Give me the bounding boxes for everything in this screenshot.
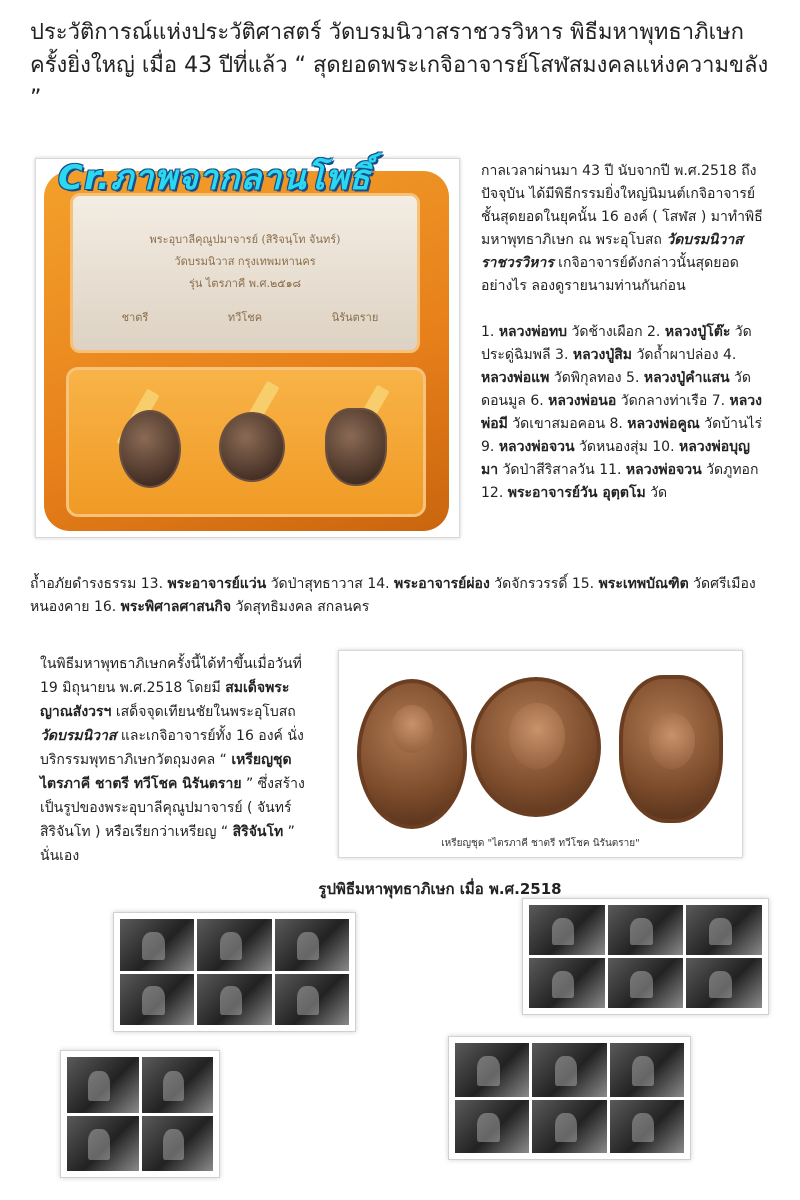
monk-name: หลวงพ่อจวน <box>625 462 702 478</box>
ceremony-photo <box>455 1043 529 1097</box>
ceremony-photo-collage <box>60 1050 220 1178</box>
ceremony-photo-collage <box>522 898 769 1015</box>
intro-text: กาลเวลาผ่านมา 43 ปี นับจากปี พ.ศ.2518 ถึงปัจจุบัน ได้มีพิธีกรรมยิ่งใหญ่นิมนต์เกจิอาจารย์ชั้นสุดยอดในยุคนั้น 16 องค์ ( โสฬส ) มาทำพิธีมหาพุทธาภิเษก ณ พระอุโบสถ <box>481 163 763 248</box>
amulet-case-photo <box>35 158 460 538</box>
ceremony-photo <box>67 1057 139 1113</box>
ceremony-photo-collage <box>113 912 356 1032</box>
medal-portrait <box>509 703 565 769</box>
shield-medal <box>619 675 723 823</box>
monk-name: พระอาจารย์ผ่อง <box>394 576 490 592</box>
ceremony-photo <box>610 1100 684 1154</box>
temple-name: วัดบรมนิวาสราชวรวิหาร <box>481 232 743 271</box>
ceremony-photo <box>142 1057 214 1113</box>
ceremony-photo <box>608 905 684 955</box>
ceremony-photo <box>532 1043 606 1097</box>
lid-text-line: รุ่น ไตรภาคี พ.ศ.๒๕๑๘ <box>188 277 302 290</box>
monk-name: หลวงพ่อจวน <box>498 439 575 455</box>
ceremony-photo <box>455 1100 529 1154</box>
medal-portrait <box>649 713 695 769</box>
monk-name: หลวงพ่อทบ <box>498 324 568 340</box>
round-medal <box>471 677 601 817</box>
photos-heading: รูปพิธีมหาพุทธาภิเษก เมื่อ พ.ศ.2518 <box>318 880 562 898</box>
lid-word: ทวีโชค <box>227 311 263 324</box>
ceremony-photo <box>275 974 349 1026</box>
lid-word: นิรันตราย <box>331 311 379 324</box>
medal-set-name: เหรียญชุดไตรภาคี ชาตรี ทวีโชค นิรันตราย <box>40 752 292 792</box>
temple-name: วัดบรมนิวาส <box>40 728 117 744</box>
monk-name: พระอาจารย์วัน อุตฺตโม <box>507 485 646 501</box>
medals-caption: เหรียญชุด "ไตรภาคี ชาตรี ทวีโชค นิรันตราย" <box>441 838 640 849</box>
ceremony-photo <box>529 958 605 1008</box>
monk-name: พระพิศาลศาสนกิจ <box>120 599 232 615</box>
monk-name: หลวงพ่อคูณ <box>627 416 700 432</box>
monk-name: หลวงปู่สิม <box>572 347 633 363</box>
monk-name: พระอาจารย์แว่น <box>167 576 267 592</box>
box-tray <box>66 367 426 517</box>
monk-name: พระเทพบัณฑิต <box>598 576 689 592</box>
monk-name: หลวงพ่อนอ <box>548 393 617 409</box>
ceremony-photo <box>532 1100 606 1154</box>
photo-credit: Cr.ภาพจากลานโพธิ์ <box>58 158 371 198</box>
monk-name: หลวงพ่อมี <box>481 393 763 432</box>
monk-name: หลวงพ่อแพ <box>481 370 550 386</box>
ceremony-photo <box>275 919 349 971</box>
ceremony-photo-collage <box>448 1036 691 1160</box>
ceremony-photo <box>142 1116 214 1172</box>
ceremony-photo <box>120 919 194 971</box>
box-lid <box>70 193 420 353</box>
medal <box>325 408 387 486</box>
ceremony-photo <box>610 1043 684 1097</box>
amulet-box <box>44 171 449 531</box>
lid-word: ชาตรี <box>121 311 149 324</box>
medal <box>119 410 181 488</box>
ceremony-photo <box>67 1116 139 1172</box>
lid-text-line: พระอุบาลีคุณูปมาจารย์ (สิริจนฺโท จันทร์) <box>149 233 341 246</box>
monk-name: หลวงปู่คำแสน <box>643 370 730 386</box>
medal-portrait <box>391 705 433 753</box>
page-title: ประวัติการณ์แห่งประวัติศาสตร์ วัดบรมนิวาสราชวรวิหาร พิธีมหาพุทธาภิเษกครั้งยิ่งใหญ่ เมื่อ 43 ปีที่แล้ว “ สุดยอดพระเกจิอาจารย์โสฬสมงคลแห่งความขลัง ” <box>30 20 769 111</box>
medal-name: สิริจันโท <box>232 824 284 840</box>
monk-list-continued: ถ้ำอภัยดำรงธรรม 13. พระอาจารย์แว่น วัดป่าสุทธาวาส 14. พระอาจารย์ผ่อง วัดจักรวรรดิ์ 15. พระเทพบัณฑิต วัดศรีเมือง หนองคาย 16. พระพิศาลศาสนกิจ วัดสุทธิมงคล สกลนคร <box>30 576 756 615</box>
medals-photo <box>338 650 743 858</box>
ceremony-photo <box>686 958 762 1008</box>
intro-column <box>481 160 771 528</box>
intro-paragraph <box>481 160 771 298</box>
ceremony-photo <box>686 905 762 955</box>
oval-medal <box>357 679 467 829</box>
ceremony-photo <box>608 958 684 1008</box>
ceremony-paragraph: ในพิธีมหาพุทธาภิเษกครั้งนี้ได้ทำขึ้นเมื่อวันที่ 19 มิถุนายน พ.ศ.2518 โดยมี สมเด็จพระญาณสังวรฯ เสด็จจุดเทียนชัยในพระอุโบสถ วัดบรมนิวาส และเกจิอาจารย์ทั้ง 16 องค์ นั่งบริกรรมพุทธาภิเษกวัตถุมงคล “ เหรียญชุดไตรภาคี ชาตรี ทวีโชค นิรันตราย ” ซึ่งสร้างเป็นรูปของพระอุบาลีคุณูปมาจารย์ ( จันทร์ สิริจันโท ) หรือเรียกว่าเหรียญ “ สิริจันโท ” นั่นเอง <box>40 656 305 864</box>
monk-name: หลวงพ่อบุญมา <box>481 439 750 478</box>
monk-list: 1. หลวงพ่อทบ วัดช้างเผือก 2. หลวงปู่โต๊ะ วัดประดู่ฉิมพลี 3. หลวงปู่สิม วัดถ้ำผาปล่อง 4. หลวงพ่อแพ วัดพิกุลทอง 5. หลวงปู่คำแสน วัดดอนมูล 6. หลวงพ่อนอ วัดกลางท่าเรือ 7. หลวงพ่อมี วัดเขาสมอคอน 8. หลวงพ่อคูณ วัดบ้านไร่ 9. หลวงพ่อจวน วัดหนองสุ่ม 10. หลวงพ่อบุญมา วัดป่าสีริสาลวัน 11. หลวงพ่อจวน วัดภูทอก 12. พระอาจารย์วัน อุตฺตโม วัด <box>481 324 763 501</box>
ceremony-photo <box>197 919 271 971</box>
lid-text-line: วัดบรมนิวาส กรุงเทพมหานคร <box>174 255 316 268</box>
monk-name: หลวงปู่โต๊ะ <box>664 324 731 340</box>
ceremony-photo <box>529 905 605 955</box>
medal <box>219 412 285 482</box>
supreme-patriarch: สมเด็จพระญาณสังวรฯ <box>40 680 290 720</box>
ceremony-photo <box>120 974 194 1026</box>
ceremony-photo <box>197 974 271 1026</box>
intro-text: เกจิอาจารย์ดังกล่าวนั้นสุดยอดอย่างไร ลองดูรายนามท่านกันก่อน <box>481 255 739 294</box>
